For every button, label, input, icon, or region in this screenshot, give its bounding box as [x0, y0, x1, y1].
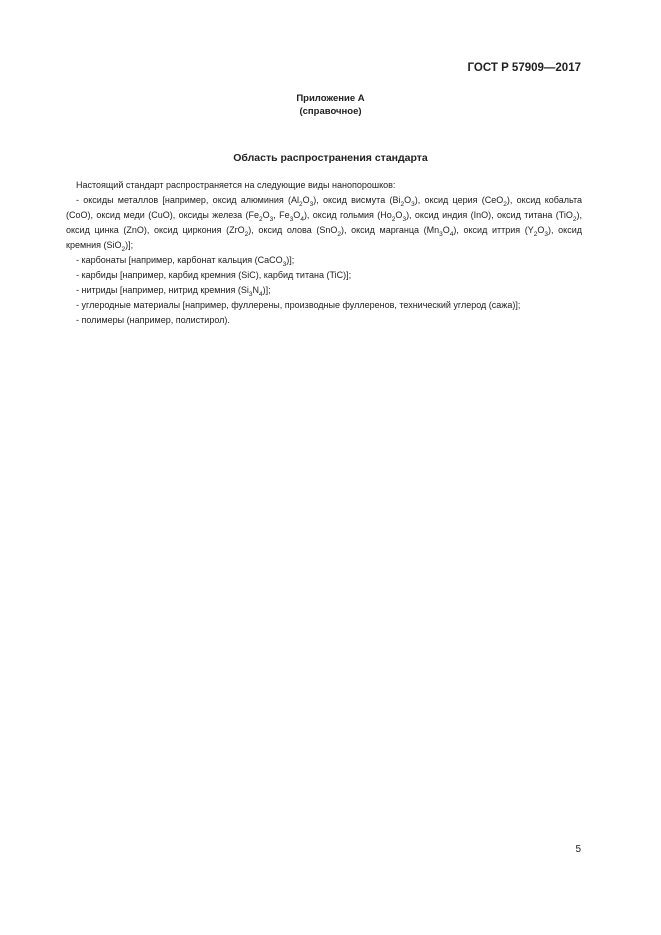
- appendix-subtitle: (справочное): [299, 106, 362, 117]
- list-item-oxides: - оксиды металлов [например, оксид алюминия $(Al_2O_3)$, оксид висмута $(Bi_2O_3)$, оксид церия (CeO$_2$), оксид кобальта (CoO), оксид меди (CuO), оксиды железа ($Fe_2O_3$, $Fe_3O_4$), оксид гольмия $(Ho_2O_3)$, оксид индия (InO), оксид титана (TiO$_2$), оксид цинка (ZnO), оксид циркония (ZrO$_2$), оксид олова (SnO$_2$), оксид марганца $(Mn_3O_4)$, оксид иттрия $(Y_2O_3)$, оксид кремния (SiO$_2$)];: [66, 195, 583, 253]
- list-item-carbonates: - карбонаты [например, карбонат кальция (CaCO$_3$)];: [76, 255, 295, 268]
- list-item-carbon-materials: - углеродные материалы [например, фуллерены, производные фуллеренов, технический углерод (сажа)];: [76, 300, 521, 310]
- intro-paragraph: Настоящий стандарт распространяется на следующие виды нанопорошков:: [76, 180, 396, 190]
- list-item-nitrides: - нитриды [например, нитрид кремния $(Si_3N_4)$];: [76, 285, 271, 298]
- page-number: 5: [575, 844, 581, 855]
- list-item-carbides: - карбиды [например, карбид кремния (SiC), карбид титана (TiC)];: [76, 270, 352, 280]
- appendix-heading: [0, 92, 661, 118]
- appendix-title: Приложение А: [296, 93, 365, 104]
- document-body: [66, 178, 582, 328]
- list-item-polymers: - полимеры (например, полистирол).: [76, 315, 230, 325]
- document-code: ГОСТ Р 57909—2017: [467, 62, 581, 74]
- section-title: Область распространения стандарта: [233, 152, 428, 164]
